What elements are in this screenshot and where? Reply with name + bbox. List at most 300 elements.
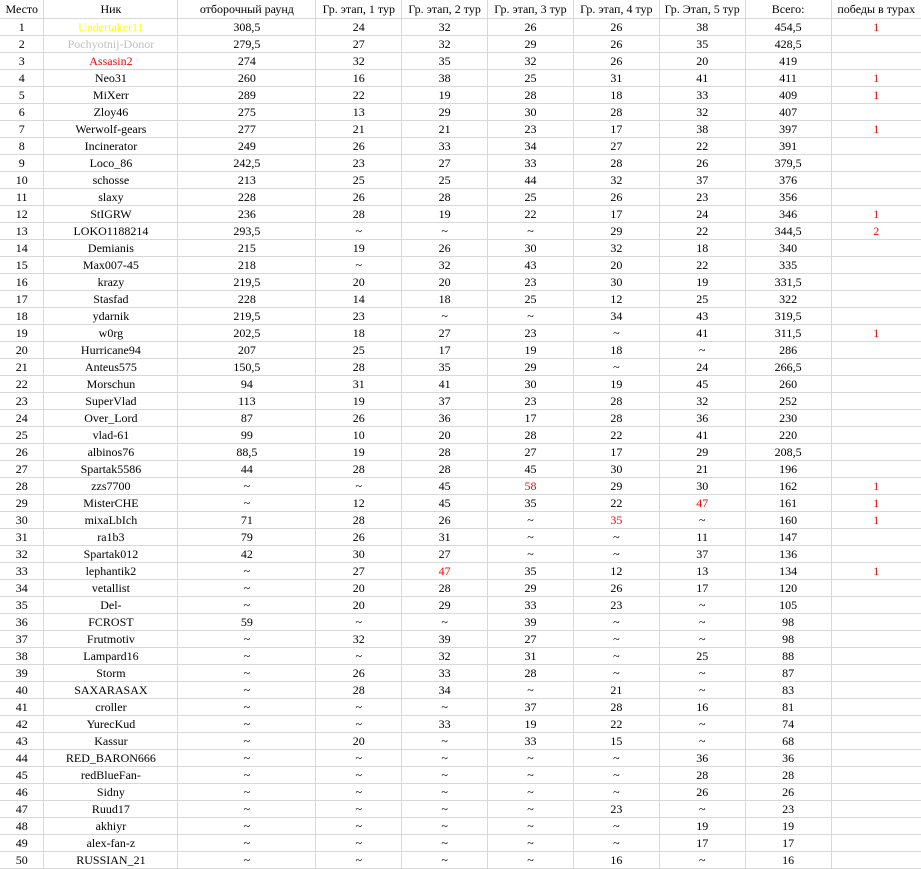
cell-place: 19 (0, 325, 44, 342)
cell-total: 208,5 (745, 444, 831, 461)
cell-group-round-4: 28 (573, 410, 659, 427)
cell-group-round-5: ~ (659, 512, 745, 529)
cell-round-wins (831, 580, 921, 597)
cell-place: 3 (0, 53, 44, 70)
table-row (0, 410, 921, 427)
cell-group-round-5: 38 (659, 19, 745, 36)
cell-qualifying-round: 150,5 (178, 359, 316, 376)
cell-group-round-4: 20 (573, 257, 659, 274)
cell-place: 26 (0, 444, 44, 461)
cell-group-round-4: ~ (573, 359, 659, 376)
cell-group-round-2: ~ (402, 852, 488, 869)
table-row (0, 852, 921, 869)
cell-group-round-3: ~ (488, 784, 574, 801)
cell-group-round-3: 35 (488, 563, 574, 580)
cell-qualifying-round: 228 (178, 189, 316, 206)
cell-group-round-2: ~ (402, 614, 488, 631)
cell-qualifying-round: 228 (178, 291, 316, 308)
cell-total: 411 (745, 70, 831, 87)
cell-group-round-4: 32 (573, 172, 659, 189)
table-row (0, 359, 921, 376)
cell-group-round-5: 25 (659, 648, 745, 665)
cell-group-round-3: 28 (488, 87, 574, 104)
cell-total: 74 (745, 716, 831, 733)
cell-nick: StIGRW (44, 206, 178, 223)
cell-qualifying-round: ~ (178, 648, 316, 665)
cell-round-wins (831, 716, 921, 733)
cell-group-round-2: 34 (402, 682, 488, 699)
cell-place: 6 (0, 104, 44, 121)
cell-place: 37 (0, 631, 44, 648)
cell-nick: Anteus575 (44, 359, 178, 376)
cell-qualifying-round: 42 (178, 546, 316, 563)
cell-round-wins (831, 376, 921, 393)
cell-nick: akhiyr (44, 818, 178, 835)
cell-group-round-2: ~ (402, 801, 488, 818)
cell-group-round-4: ~ (573, 750, 659, 767)
cell-group-round-5: ~ (659, 716, 745, 733)
cell-group-round-1: 32 (316, 631, 402, 648)
cell-total: 266,5 (745, 359, 831, 376)
cell-group-round-1: ~ (316, 716, 402, 733)
cell-place: 35 (0, 597, 44, 614)
cell-total: 26 (745, 784, 831, 801)
cell-nick: Spartak5586 (44, 461, 178, 478)
cell-round-wins (831, 308, 921, 325)
cell-nick: Werwolf-gears (44, 121, 178, 138)
cell-total: 98 (745, 631, 831, 648)
cell-group-round-3: 30 (488, 240, 574, 257)
cell-place: 14 (0, 240, 44, 257)
cell-place: 25 (0, 427, 44, 444)
table-row (0, 563, 921, 580)
cell-group-round-5: 26 (659, 155, 745, 172)
cell-group-round-1: 27 (316, 36, 402, 53)
cell-group-round-4: 27 (573, 138, 659, 155)
table-row (0, 699, 921, 716)
cell-place: 44 (0, 750, 44, 767)
cell-total: 409 (745, 87, 831, 104)
cell-round-wins: 1 (831, 512, 921, 529)
cell-group-round-5: ~ (659, 801, 745, 818)
cell-group-round-3: 23 (488, 121, 574, 138)
cell-group-round-2: 32 (402, 257, 488, 274)
cell-group-round-2: 29 (402, 104, 488, 121)
cell-place: 2 (0, 36, 44, 53)
cell-qualifying-round: ~ (178, 818, 316, 835)
cell-group-round-5: 17 (659, 835, 745, 852)
cell-nick: ydarnik (44, 308, 178, 325)
cell-qualifying-round: ~ (178, 784, 316, 801)
cell-group-round-4: 17 (573, 121, 659, 138)
cell-group-round-3: 29 (488, 580, 574, 597)
cell-group-round-4: ~ (573, 665, 659, 682)
cell-qualifying-round: ~ (178, 733, 316, 750)
cell-place: 38 (0, 648, 44, 665)
cell-qualifying-round: 308,5 (178, 19, 316, 36)
cell-nick: vlad-61 (44, 427, 178, 444)
cell-qualifying-round: ~ (178, 563, 316, 580)
cell-nick: Demianis (44, 240, 178, 257)
cell-group-round-4: 28 (573, 155, 659, 172)
cell-group-round-5: 35 (659, 36, 745, 53)
cell-group-round-2: 21 (402, 121, 488, 138)
cell-total: 83 (745, 682, 831, 699)
cell-round-wins (831, 291, 921, 308)
cell-group-round-5: 32 (659, 104, 745, 121)
table-row (0, 172, 921, 189)
cell-qualifying-round: 202,5 (178, 325, 316, 342)
cell-group-round-4: 26 (573, 580, 659, 597)
cell-group-round-5: 28 (659, 767, 745, 784)
cell-place: 9 (0, 155, 44, 172)
cell-nick: MisterCHE (44, 495, 178, 512)
cell-qualifying-round: ~ (178, 699, 316, 716)
cell-group-round-1: 30 (316, 546, 402, 563)
cell-group-round-2: 19 (402, 206, 488, 223)
cell-place: 13 (0, 223, 44, 240)
cell-round-wins (831, 614, 921, 631)
cell-group-round-4: ~ (573, 631, 659, 648)
cell-group-round-3: 43 (488, 257, 574, 274)
cell-total: 322 (745, 291, 831, 308)
cell-round-wins (831, 852, 921, 869)
cell-group-round-3: 25 (488, 291, 574, 308)
cell-group-round-4: 12 (573, 291, 659, 308)
cell-group-round-1: ~ (316, 699, 402, 716)
cell-total: 17 (745, 835, 831, 852)
header-group-round-2: Гр. этап, 2 тур (402, 0, 488, 19)
cell-nick: Hurricane94 (44, 342, 178, 359)
cell-round-wins (831, 597, 921, 614)
cell-group-round-1: 21 (316, 121, 402, 138)
cell-nick: Neo31 (44, 70, 178, 87)
cell-total: 162 (745, 478, 831, 495)
cell-round-wins (831, 155, 921, 172)
cell-group-round-1: 24 (316, 19, 402, 36)
cell-round-wins (831, 784, 921, 801)
cell-qualifying-round: 218 (178, 257, 316, 274)
cell-group-round-1: 19 (316, 393, 402, 410)
cell-group-round-1: 28 (316, 461, 402, 478)
cell-group-round-3: 28 (488, 665, 574, 682)
cell-place: 29 (0, 495, 44, 512)
cell-group-round-3: 27 (488, 631, 574, 648)
cell-group-round-5: 23 (659, 189, 745, 206)
cell-group-round-1: ~ (316, 852, 402, 869)
cell-group-round-2: ~ (402, 784, 488, 801)
cell-round-wins (831, 733, 921, 750)
cell-group-round-2: 18 (402, 291, 488, 308)
cell-group-round-5: 29 (659, 444, 745, 461)
cell-total: 68 (745, 733, 831, 750)
cell-group-round-5: 22 (659, 257, 745, 274)
table-row (0, 818, 921, 835)
cell-qualifying-round: 293,5 (178, 223, 316, 240)
cell-qualifying-round: 213 (178, 172, 316, 189)
cell-group-round-2: 38 (402, 70, 488, 87)
cell-nick: Incinerator (44, 138, 178, 155)
table-row (0, 733, 921, 750)
cell-place: 27 (0, 461, 44, 478)
table-row (0, 682, 921, 699)
cell-place: 17 (0, 291, 44, 308)
table-row (0, 36, 921, 53)
cell-place: 50 (0, 852, 44, 869)
cell-group-round-4: 26 (573, 189, 659, 206)
cell-group-round-4: ~ (573, 835, 659, 852)
cell-qualifying-round: 236 (178, 206, 316, 223)
table-row (0, 189, 921, 206)
cell-place: 39 (0, 665, 44, 682)
table-row (0, 342, 921, 359)
cell-qualifying-round: 88,5 (178, 444, 316, 461)
table-row (0, 767, 921, 784)
cell-round-wins (831, 427, 921, 444)
cell-group-round-5: 24 (659, 359, 745, 376)
cell-group-round-2: 20 (402, 274, 488, 291)
cell-group-round-2: ~ (402, 308, 488, 325)
cell-nick: Lampard16 (44, 648, 178, 665)
cell-round-wins (831, 240, 921, 257)
cell-nick: alex-fan-z (44, 835, 178, 852)
header-round-wins: победы в турах (831, 0, 921, 19)
header-place: Место (0, 0, 44, 19)
table-row (0, 257, 921, 274)
cell-total: 19 (745, 818, 831, 835)
cell-group-round-1: 32 (316, 53, 402, 70)
cell-group-round-1: ~ (316, 648, 402, 665)
table-row (0, 750, 921, 767)
cell-group-round-3: ~ (488, 750, 574, 767)
cell-group-round-3: 30 (488, 104, 574, 121)
cell-qualifying-round: ~ (178, 750, 316, 767)
cell-group-round-3: 30 (488, 376, 574, 393)
cell-qualifying-round: ~ (178, 716, 316, 733)
cell-qualifying-round: ~ (178, 597, 316, 614)
cell-round-wins (831, 444, 921, 461)
cell-group-round-4: 12 (573, 563, 659, 580)
cell-group-round-2: 26 (402, 512, 488, 529)
cell-group-round-5: 22 (659, 138, 745, 155)
cell-group-round-2: ~ (402, 733, 488, 750)
cell-group-round-4: ~ (573, 648, 659, 665)
cell-round-wins (831, 393, 921, 410)
cell-group-round-3: ~ (488, 818, 574, 835)
cell-group-round-4: 26 (573, 19, 659, 36)
table-row (0, 716, 921, 733)
cell-group-round-1: 19 (316, 240, 402, 257)
cell-group-round-3: 32 (488, 53, 574, 70)
cell-group-round-4: ~ (573, 529, 659, 546)
cell-group-round-1: 23 (316, 155, 402, 172)
cell-total: 136 (745, 546, 831, 563)
table-row (0, 19, 921, 36)
cell-group-round-4: 19 (573, 376, 659, 393)
cell-place: 33 (0, 563, 44, 580)
cell-group-round-4: 16 (573, 852, 659, 869)
cell-group-round-1: 28 (316, 359, 402, 376)
cell-place: 48 (0, 818, 44, 835)
cell-group-round-3: 27 (488, 444, 574, 461)
cell-group-round-3: 17 (488, 410, 574, 427)
table-row (0, 104, 921, 121)
cell-group-round-4: 21 (573, 682, 659, 699)
cell-group-round-1: 27 (316, 563, 402, 580)
table-row (0, 325, 921, 342)
cell-nick: Assasin2 (44, 53, 178, 70)
cell-group-round-5: 41 (659, 427, 745, 444)
cell-group-round-4: 22 (573, 427, 659, 444)
cell-group-round-3: 23 (488, 325, 574, 342)
cell-nick: RED_BARON666 (44, 750, 178, 767)
cell-group-round-4: ~ (573, 818, 659, 835)
cell-nick: FCROST (44, 614, 178, 631)
cell-round-wins: 1 (831, 87, 921, 104)
cell-group-round-5: ~ (659, 342, 745, 359)
cell-group-round-4: ~ (573, 546, 659, 563)
cell-group-round-2: 28 (402, 461, 488, 478)
cell-nick: Loco_86 (44, 155, 178, 172)
table-row (0, 308, 921, 325)
cell-group-round-5: 22 (659, 223, 745, 240)
cell-group-round-1: 22 (316, 87, 402, 104)
cell-group-round-2: 35 (402, 53, 488, 70)
cell-qualifying-round: 71 (178, 512, 316, 529)
cell-round-wins (831, 342, 921, 359)
table-row (0, 393, 921, 410)
cell-group-round-5: 36 (659, 750, 745, 767)
cell-group-round-2: 28 (402, 444, 488, 461)
cell-nick: Frutmotiv (44, 631, 178, 648)
cell-round-wins (831, 461, 921, 478)
cell-group-round-2: 33 (402, 138, 488, 155)
cell-nick: Storm (44, 665, 178, 682)
cell-total: 23 (745, 801, 831, 818)
cell-qualifying-round: ~ (178, 478, 316, 495)
cell-total: 454,5 (745, 19, 831, 36)
cell-group-round-2: 33 (402, 665, 488, 682)
cell-total: 120 (745, 580, 831, 597)
cell-group-round-5: 17 (659, 580, 745, 597)
cell-group-round-1: 26 (316, 665, 402, 682)
cell-group-round-5: 45 (659, 376, 745, 393)
cell-group-round-5: ~ (659, 733, 745, 750)
cell-round-wins (831, 274, 921, 291)
cell-group-round-1: 10 (316, 427, 402, 444)
cell-total: 87 (745, 665, 831, 682)
cell-group-round-5: 20 (659, 53, 745, 70)
cell-group-round-5: 47 (659, 495, 745, 512)
cell-group-round-4: 29 (573, 223, 659, 240)
cell-place: 4 (0, 70, 44, 87)
cell-place: 1 (0, 19, 44, 36)
cell-group-round-2: 27 (402, 325, 488, 342)
cell-total: 356 (745, 189, 831, 206)
cell-total: 134 (745, 563, 831, 580)
cell-qualifying-round: 99 (178, 427, 316, 444)
cell-round-wins (831, 104, 921, 121)
cell-group-round-1: 20 (316, 580, 402, 597)
cell-group-round-1: 18 (316, 325, 402, 342)
cell-group-round-5: 36 (659, 410, 745, 427)
cell-group-round-2: 17 (402, 342, 488, 359)
cell-total: 98 (745, 614, 831, 631)
cell-total: 16 (745, 852, 831, 869)
cell-place: 41 (0, 699, 44, 716)
cell-place: 15 (0, 257, 44, 274)
cell-group-round-5: ~ (659, 665, 745, 682)
cell-group-round-4: 22 (573, 495, 659, 512)
table-row (0, 580, 921, 597)
cell-group-round-3: 44 (488, 172, 574, 189)
cell-group-round-4: 31 (573, 70, 659, 87)
header-row (0, 0, 921, 19)
cell-group-round-5: ~ (659, 631, 745, 648)
cell-nick: w0rg (44, 325, 178, 342)
cell-nick: albinos76 (44, 444, 178, 461)
cell-qualifying-round: 274 (178, 53, 316, 70)
cell-group-round-4: 26 (573, 53, 659, 70)
cell-group-round-4: 30 (573, 461, 659, 478)
cell-total: 105 (745, 597, 831, 614)
cell-group-round-3: ~ (488, 767, 574, 784)
cell-group-round-2: ~ (402, 223, 488, 240)
cell-group-round-1: ~ (316, 767, 402, 784)
table-row (0, 801, 921, 818)
cell-total: 252 (745, 393, 831, 410)
cell-group-round-2: 37 (402, 393, 488, 410)
cell-group-round-2: 35 (402, 359, 488, 376)
cell-qualifying-round: 289 (178, 87, 316, 104)
table-row (0, 546, 921, 563)
cell-group-round-4: 22 (573, 716, 659, 733)
cell-group-round-5: 25 (659, 291, 745, 308)
cell-group-round-3: 25 (488, 70, 574, 87)
table-row (0, 512, 921, 529)
cell-place: 16 (0, 274, 44, 291)
cell-group-round-1: ~ (316, 801, 402, 818)
cell-group-round-2: ~ (402, 699, 488, 716)
cell-group-round-3: 31 (488, 648, 574, 665)
cell-round-wins (831, 835, 921, 852)
cell-round-wins (831, 767, 921, 784)
cell-group-round-1: 12 (316, 495, 402, 512)
cell-group-round-1: 26 (316, 529, 402, 546)
cell-nick: Max007-45 (44, 257, 178, 274)
cell-round-wins (831, 750, 921, 767)
cell-group-round-1: ~ (316, 614, 402, 631)
cell-group-round-5: ~ (659, 614, 745, 631)
cell-group-round-4: 35 (573, 512, 659, 529)
cell-group-round-1: ~ (316, 818, 402, 835)
cell-group-round-1: 31 (316, 376, 402, 393)
cell-qualifying-round: 277 (178, 121, 316, 138)
cell-total: 319,5 (745, 308, 831, 325)
cell-group-round-3: 34 (488, 138, 574, 155)
cell-group-round-4: ~ (573, 784, 659, 801)
cell-group-round-4: 18 (573, 342, 659, 359)
table-row (0, 444, 921, 461)
cell-total: 397 (745, 121, 831, 138)
cell-group-round-4: 28 (573, 104, 659, 121)
cell-place: 8 (0, 138, 44, 155)
cell-round-wins: 1 (831, 495, 921, 512)
cell-group-round-4: 34 (573, 308, 659, 325)
cell-group-round-5: 26 (659, 784, 745, 801)
table-row (0, 138, 921, 155)
cell-group-round-4: 15 (573, 733, 659, 750)
